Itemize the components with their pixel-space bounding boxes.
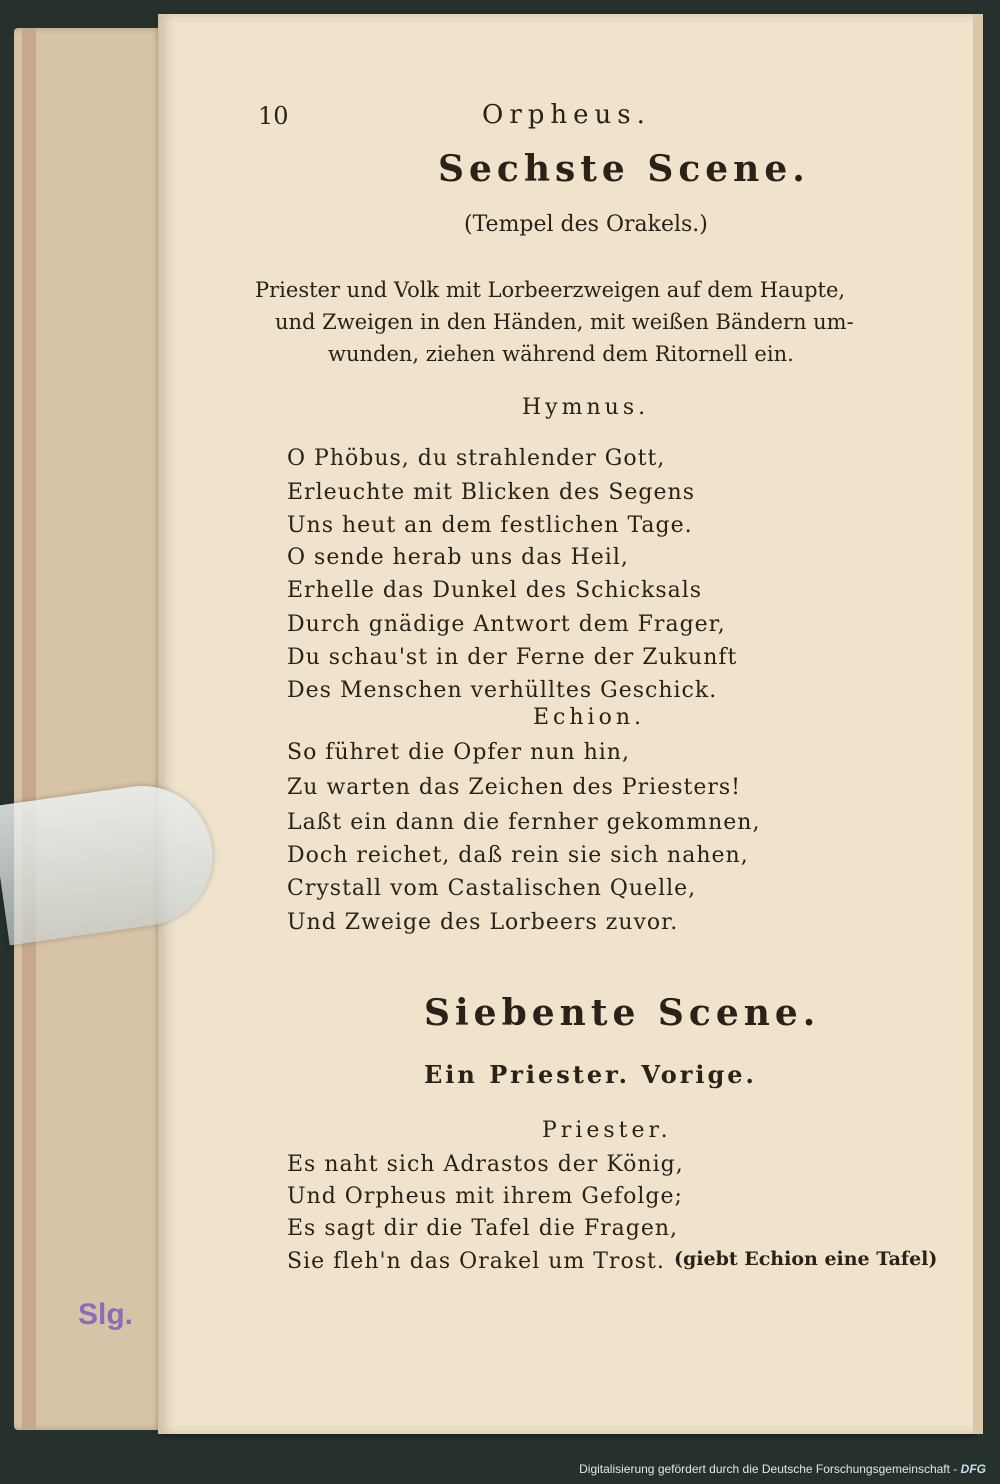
verse-line: Sie fleh'n das Orakel um Trost.: [287, 1249, 665, 1274]
digitization-footer: [579, 1462, 986, 1476]
page-number: 10: [258, 102, 289, 130]
verse-line: Und Zweige des Lorbeers zuvor.: [287, 910, 679, 935]
verse-line: O Phöbus, du strahlender Gott,: [287, 446, 666, 471]
verse-line: Des Menschen verhülltes Geschick.: [287, 678, 718, 703]
scene-cast: Ein Priester. Vorige.: [424, 1060, 757, 1089]
verse-line: Durch gnädige Antwort dem Frager,: [287, 612, 726, 637]
stage-direction-line: und Zweigen in den Händen, mit weißen Bändern um-: [275, 310, 854, 334]
verse-line: Es sagt dir die Tafel die Fragen,: [287, 1216, 678, 1241]
scene-title-sechste: Sechste Scene.: [438, 148, 810, 190]
verse-line: Crystall vom Castalischen Quelle,: [287, 876, 697, 901]
verse-line: O sende herab uns das Heil,: [287, 545, 629, 570]
verse-line: Erhelle das Dunkel des Schicksals: [287, 578, 703, 603]
page-edge: [973, 14, 983, 1434]
verse-line: Laßt ein dann die fernher gekommnen,: [287, 810, 761, 835]
show-through: [790, 94, 910, 114]
footer-text: Digitalisierung gefördert durch die Deutsche Forschungsgemeinschaft -: [579, 1462, 958, 1476]
library-stamp: Slg.: [78, 1298, 134, 1331]
dfg-logo: DFG: [960, 1462, 986, 1476]
speaker-priester: Priester.: [542, 1118, 672, 1143]
speaker-hymnus: Hymnus.: [522, 395, 650, 420]
verse-line: Und Orpheus mit ihrem Gefolge;: [287, 1184, 683, 1209]
backing-board: [14, 28, 164, 1430]
board-edge: [22, 28, 36, 1430]
verse-line: So führet die Opfer nun hin,: [287, 740, 630, 765]
scene-place: (Tempel des Orakels.): [464, 212, 708, 237]
verse-line: Uns heut an dem festlichen Tage.: [287, 513, 693, 538]
verse-line: Erleuchte mit Blicken des Segens: [287, 480, 695, 505]
running-head: Orpheus.: [482, 100, 651, 130]
speaker-echion: Echion.: [533, 705, 645, 730]
stage-direction-line: Priester und Volk mit Lorbeerzweigen auf dem Haupte,: [255, 278, 846, 302]
stage-direction-line: wunden, ziehen während dem Ritornell ein.: [328, 342, 794, 366]
verse-line: Zu warten das Zeichen des Priesters!: [287, 775, 741, 800]
stage-aside: (giebt Echion eine Tafel): [674, 1248, 938, 1270]
verse-line: Doch reichet, daß rein sie sich nahen,: [287, 843, 749, 868]
verse-line: Du schau'st in der Ferne der Zukunft: [287, 645, 738, 670]
verse-line: Es naht sich Adrastos der König,: [287, 1152, 684, 1177]
scene-title-siebente: Siebente Scene.: [424, 992, 821, 1034]
